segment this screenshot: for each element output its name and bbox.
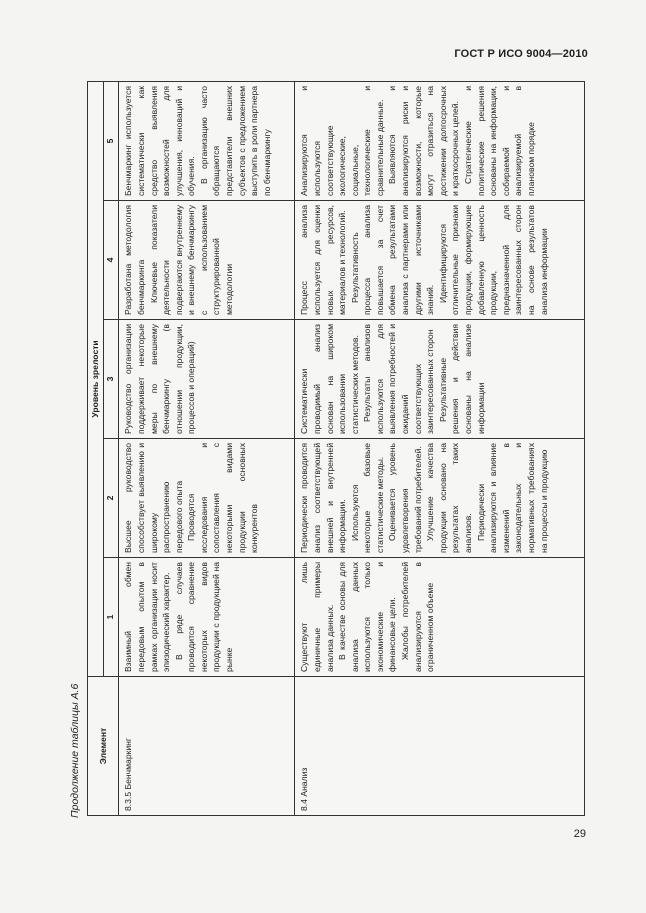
table-cell: Процесс анализа используется для оценки новых ресурсов, материалов и технологий. Результативность процесса анализа повышается за счет обмена результатами анализа с партнерами или другими источниками знаний. Идентифицируются отличительные признаки продукции, формирующие добавленную ценность продукции, предназначенной для заинтересованных сторон на основе результатов анализа информации: [295, 201, 585, 320]
table-cell: Бенчмаркинг используется систематически как средство выявления возможностей для улучшения, инноваций и обучения. В организацию часто обращаются представители внешних субъектов с предложением выступить в роли партнера по бенчмаркингу: [119, 81, 295, 200]
row-label: 8.3.5 Бенчмаркинг: [119, 677, 295, 816]
level-header: 1: [103, 558, 119, 677]
table-row: [295, 81, 585, 815]
table-cell: Взаимный обмен передовым опытом в рамках организации носит эпизодический характер. В ряде случаев проводится сравнение некоторых видов продукции с продукцией на рынке: [119, 558, 295, 677]
table-header-row: [88, 81, 104, 815]
column-header-element: Элемент: [88, 677, 119, 816]
standard-header: ГОСТ Р ИСО 9004—2010: [454, 48, 588, 60]
column-header-maturity: Уровень зрелости: [88, 81, 104, 676]
table-cell: Разработана методология бенчмаркинга Ключевые показатели деятельности подвергаются внутреннему и внешнему бенчмаркингу с использованием структурированной методологии: [119, 201, 295, 320]
row-label: 8.4 Анализ: [295, 677, 585, 816]
table-row: [119, 81, 295, 815]
level-header: 3: [103, 320, 119, 439]
maturity-table: [87, 81, 585, 816]
table-cell: Руководство организации поддерживает некоторые меры по внешнему бенчмаркингу (в отношении продукции, процессов и операций): [119, 320, 295, 439]
rotated-table-block: [67, 82, 587, 818]
table-caption: Продолжение таблицы А.6: [69, 683, 81, 818]
table-cell: Существуют лишь единичные примеры анализа данных. В качестве основы для анализа данных используются только экономические и финансовые цели. Жалобы потребителей анализируются в ограниченном объеме: [295, 558, 585, 677]
table-cell: Высшее руководство способствует выявлению и широкому распространению передового опыта Проводятся исследования и сопоставления с некоторыми видами продукции основных конкурентов: [119, 439, 295, 558]
level-header: 2: [103, 439, 119, 558]
table-cell: Периодически проводится анализ соответствующей внешней и внутренней информации. Используются некоторые базовые статистические методы. Оценивается уровень удовлетворения требований потребителей. Улучшение качества продукции основано на результатах таких анализов. Периодически анализируются и влияние изменений в законодательных и нормативных требованиях на процессы и продукцию: [295, 439, 585, 558]
page-number: 29: [573, 828, 586, 840]
table-cell: Анализируются и используются соответствующие экологические, социальные, технологические и сравнительные данные. Выявляются и анализируются риски и возможности, которые могут отразиться на достижении долгосрочных и краткосрочных целей. Стратегические и политические решения основаны на информации, собираемой и анализируемой в плановом порядке: [295, 81, 585, 200]
table-cell: Систематически проводимый анализ основан на широком использовании статистических методов. Результаты анализов используются для выявления потребностей и ожиданий соответствующих заинтересованных сторон Результативные решения и действия основаны на анализе информации: [295, 320, 585, 439]
level-header: 5: [103, 81, 119, 200]
level-header: 4: [103, 201, 119, 320]
